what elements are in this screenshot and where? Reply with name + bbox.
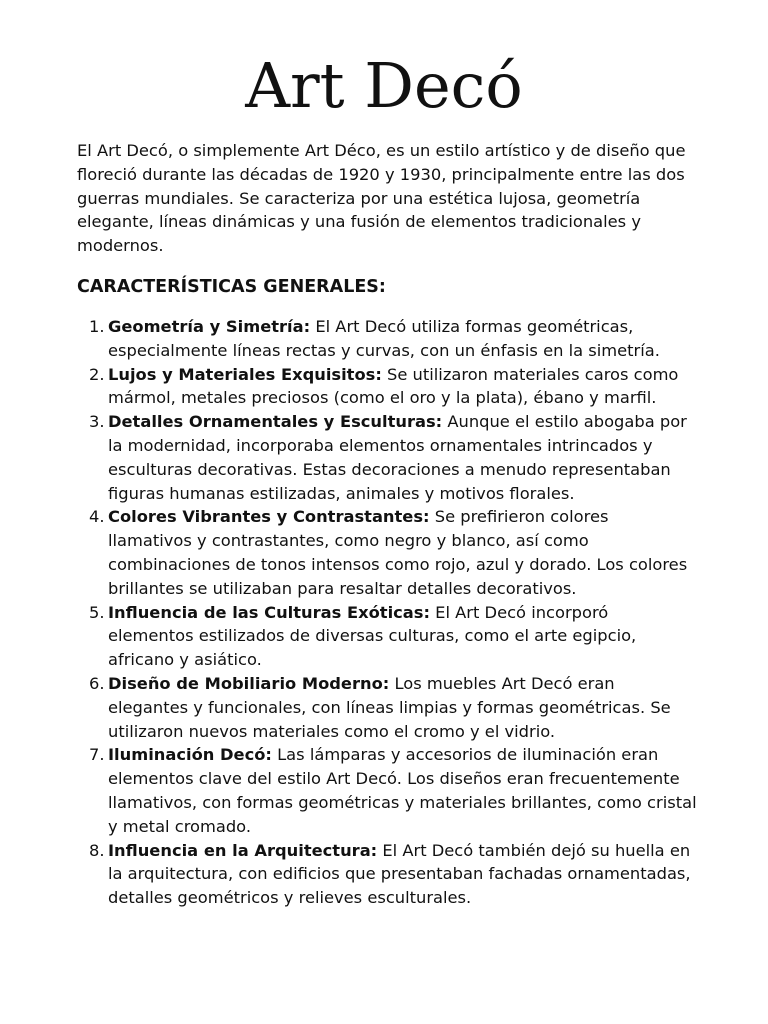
list-item (77, 839, 697, 910)
list-item-title: Diseño de Mobiliario Moderno: (108, 673, 390, 693)
list-item (77, 743, 697, 838)
list-item-number: 8. (89, 840, 105, 860)
list-item-title: Iluminación Decó: (108, 745, 272, 765)
list-item-text: El Art Decó utiliza formas geométricas, especialmente líneas rectas y curvas, con un énfasis en la simetría. (108, 317, 660, 360)
list-item-title: Colores Vibrantes y Contrastantes: (108, 507, 430, 527)
list-item (77, 410, 697, 505)
list-item-text: El Art Decó también dejó su huella en la arquitectura, con edificios que presentaban fachadas ornamentadas, detalles geométricos y relieves esculturales. (108, 840, 691, 908)
list-item-text: Se utilizaron materiales caros como mármol, metales preciosos (como el oro y la plata), ébano y marfil. (108, 364, 679, 408)
list-item-title: Geometría y Simetría: (108, 317, 311, 336)
list-item-number: 4. (89, 507, 105, 527)
list-item-number: 7. (89, 745, 105, 765)
list-item-text: Aunque el estilo abogaba por la modernidad, incorporaba elementos ornamentales intrincados y esculturas decorativas. Estas decoraciones a menudo representaban figuras humanas estilizadas, animales y motivos florales. (108, 412, 687, 503)
list-item (77, 315, 697, 363)
list-item-text: Los muebles Art Decó eran elegantes y funcionales, con líneas limpias y formas geométricas. Se utilizaron nuevos materiales como el cromo y el vidrio. (108, 673, 671, 741)
list-item (77, 505, 697, 600)
intro-paragraph: El Art Decó, o simplemente Art Déco, es un estilo artístico y de diseño que floreció durante las décadas de 1920 y 1930, principalmente entre las dos guerras mundiales. Se caracteriza por una estética lujosa, geometría elegante, líneas dinámicas y una fusión de elementos tradicionales y modernos. (77, 141, 686, 256)
list-item-number: 1. (89, 317, 105, 336)
list-item-number: 5. (89, 602, 105, 622)
list-item-title: Influencia en la Arquitectura: (108, 840, 378, 860)
list-item-number: 2. (89, 364, 105, 384)
list-item (77, 672, 697, 743)
list-item-title: Lujos y Materiales Exquisitos: (108, 364, 382, 384)
list-item-number: 3. (89, 412, 105, 432)
list-item-title: Influencia de las Culturas Exóticas: (108, 602, 430, 622)
list-item-text: Las lámparas y accesorios de iluminación eran elementos clave del estilo Art Decó. Los diseños eran frecuentemente llamativos, con formas geométricas y materiales brillantes, como cristal y metal cromado. (108, 745, 697, 836)
list-item-text: El Art Decó incorporó elementos estilizados de diversas culturas, como el arte egipcio, africano y asiático. (108, 602, 637, 670)
list-item-text: Se prefirieron colores llamativos y contrastantes, como negro y blanco, así como combinaciones de tonos intensos como rojo, azul y dorado. Los colores brillantes se utilizaban para resaltar detalles decorativos. (108, 507, 688, 598)
list-item-title: Detalles Ornamentales y Esculturas: (108, 412, 443, 432)
section-heading: CARACTERÍSTICAS GENERALES: (77, 277, 386, 297)
characteristics-list (77, 315, 697, 910)
page-title: Art Decó (245, 49, 523, 122)
list-item (77, 601, 697, 672)
list-item-number: 6. (89, 673, 105, 693)
list-item (77, 363, 697, 411)
